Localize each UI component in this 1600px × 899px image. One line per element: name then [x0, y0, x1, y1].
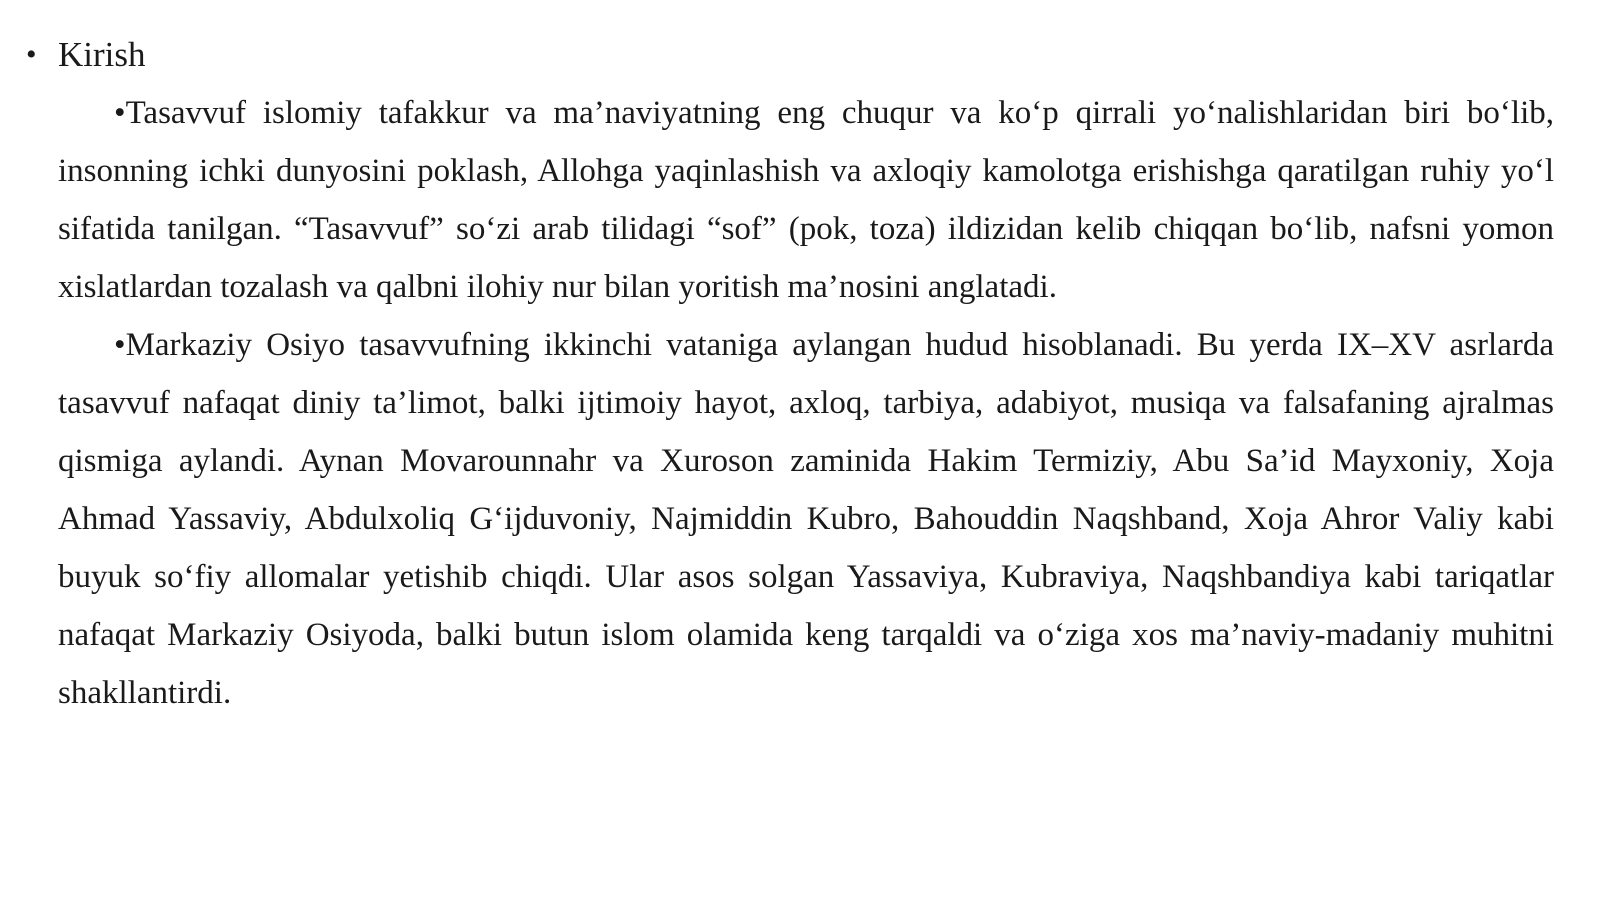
bullet-icon: • — [114, 327, 126, 363]
paragraph-central-asia — [58, 316, 1554, 722]
paragraph-text: Markaziy Osiyo tasavvufning ikkinchi vataniga aylangan hudud hisoblanadi. Bu yerda IX–XV asrlarda tasavvuf nafaqat diniy ta’limot, balki ijtimoiy hayot, axloq, tarbiya, adabiyot, musiqa va falsafaning ajralmas qismiga aylandi. Aynan Movarounnahr va Xuroson zaminida Hakim Termiziy, Abu Sa’id Mayxoniy, Xoja Ahmad Yassaviy, Abdulxoliq G‘ijduvoniy, Najmiddin Kubro, Bahouddin Naqshband, Xoja Ahror Valiy kabi buyuk so‘fiy allomalar yetishib chiqdi. Ular asos solgan Yassaviya, Kubraviya, Naqshbandiya kabi tariqatlar nafaqat Markaziy Osiyoda, balki butun islom olamida keng tarqaldi va o‘ziga xos ma’naviy-madaniy muhitni shakllantirdi. — [58, 327, 1554, 711]
bullet-icon: • — [26, 38, 37, 71]
paragraph-text: Tasavvuf islomiy tafakkur va ma’naviyatning eng chuqur va ko‘p qirrali yo‘nalishlaridan biri bo‘lib, insonning ichki dunyosini poklash, Allohga yaqinlashish va axloqiy kamolotga erishishga qaratilgan ruhiy yo‘l sifatida tanilgan. “Tasavvuf” so‘zi arab tilidagi “sof” (pok, toza) ildizidan kelib chiqqan bo‘lib, nafsni yomon xislatlardan tozalash va qalbni ilohiy nur bilan yoritish ma’nosini anglatadi. — [58, 95, 1554, 305]
paragraph-tasavvuf-definition — [58, 84, 1554, 316]
body-text — [58, 84, 1554, 722]
heading-text: Kirish — [58, 35, 146, 74]
section-heading — [26, 32, 146, 78]
bullet-icon: • — [114, 95, 126, 131]
